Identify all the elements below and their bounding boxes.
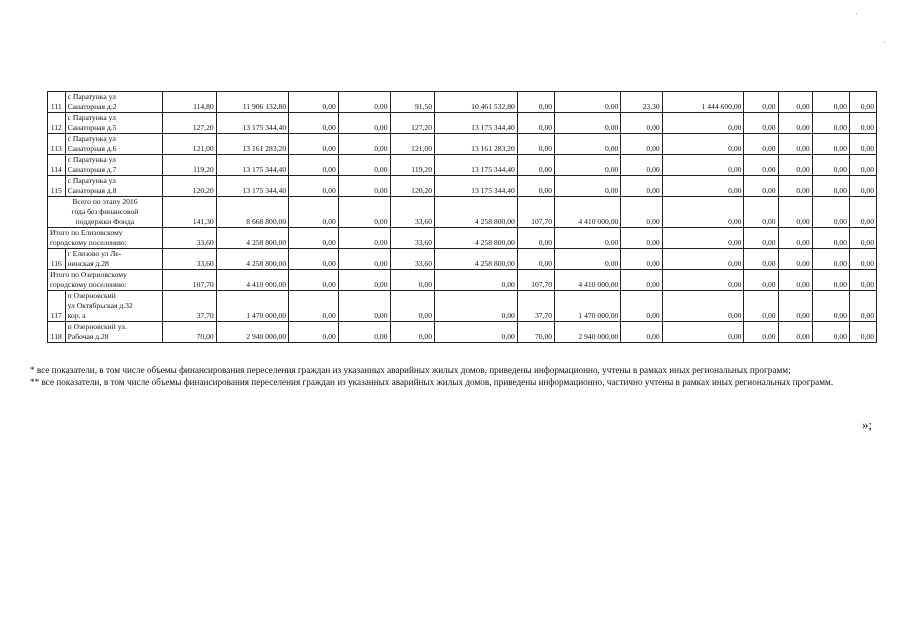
value-cell: 0,00 — [744, 155, 778, 176]
value-cell: 0,00 — [621, 228, 662, 249]
value-cell: 0,00 — [338, 270, 390, 291]
value-cell: 0,00 — [662, 322, 744, 343]
value-cell: 0,00 — [621, 113, 662, 134]
value-cell: 0,00 — [744, 228, 778, 249]
value-cell: 0,00 — [662, 291, 744, 322]
value-cell: 0,00 — [662, 155, 744, 176]
value-cell: 0,00 — [744, 322, 778, 343]
value-cell: 121,00 — [390, 134, 435, 155]
value-cell: 0,00 — [812, 176, 849, 197]
address-line: Рабочая д.28 — [67, 332, 109, 341]
value-cell: 107,70 — [162, 270, 216, 291]
address-cell — [65, 322, 162, 343]
value-cell: 0,00 — [662, 249, 744, 270]
value-cell: 0,00 — [435, 270, 518, 291]
value-cell: 0,00 — [338, 134, 390, 155]
value-cell: 0,00 — [555, 228, 621, 249]
value-cell: 33,60 — [390, 197, 435, 228]
value-cell: 4 258 800,00 — [216, 249, 288, 270]
value-cell: 0,00 — [517, 113, 554, 134]
value-cell: 0,00 — [744, 249, 778, 270]
value-cell: 0,00 — [849, 228, 876, 249]
value-cell: 0,00 — [621, 270, 662, 291]
value-cell: 0,00 — [517, 176, 554, 197]
value-cell: 0,00 — [812, 322, 849, 343]
address-cell — [65, 92, 162, 113]
address-line: кор. а — [67, 311, 86, 320]
value-cell: 1 470 000,00 — [555, 291, 621, 322]
value-cell: 0,00 — [338, 197, 390, 228]
value-cell: 1 470 000,00 — [216, 291, 288, 322]
value-cell: 0,00 — [849, 197, 876, 228]
value-cell: 0,00 — [812, 92, 849, 113]
address-line: п Озерновский — [67, 291, 116, 300]
value-cell: 11 906 132,80 — [216, 92, 288, 113]
row-number: 111 — [48, 92, 66, 113]
value-cell: 70,00 — [162, 322, 216, 343]
value-cell: 0,00 — [338, 92, 390, 113]
address-line: с Паратунка ул — [67, 134, 116, 143]
value-cell: 0,00 — [812, 228, 849, 249]
value-cell: 0,00 — [338, 249, 390, 270]
summary-label — [48, 228, 163, 249]
value-cell: 119,20 — [390, 155, 435, 176]
address-line: Итого по Озерновскому — [50, 270, 127, 279]
address-line: городскому поселению: — [50, 280, 127, 289]
value-cell: 0,00 — [289, 155, 339, 176]
table-row — [48, 197, 877, 228]
value-cell: 127,20 — [390, 113, 435, 134]
table-row — [48, 228, 877, 249]
value-cell: 107,70 — [517, 197, 554, 228]
value-cell: 37,70 — [517, 291, 554, 322]
value-cell: 0,00 — [289, 176, 339, 197]
value-cell: 0,00 — [849, 291, 876, 322]
table-body — [48, 92, 877, 343]
value-cell: 0,00 — [517, 249, 554, 270]
value-cell: 0,00 — [812, 155, 849, 176]
address-line: с Паратунка ул — [67, 113, 116, 122]
value-cell: 0,00 — [338, 322, 390, 343]
value-cell: 0,00 — [662, 113, 744, 134]
table-row — [48, 249, 877, 270]
value-cell: 0,00 — [778, 113, 812, 134]
address-line: Итого по Елизовскому — [50, 228, 123, 237]
value-cell: 13 175 344,40 — [216, 113, 288, 134]
value-cell: 0,00 — [621, 291, 662, 322]
address-line: ул Октябрьская д.32 — [67, 301, 133, 310]
value-cell: 0,00 — [849, 176, 876, 197]
value-cell: 0,00 — [289, 291, 339, 322]
value-cell: 0,00 — [555, 249, 621, 270]
value-cell: 0,00 — [517, 134, 554, 155]
address-line: Санаторная д.8 — [67, 186, 117, 195]
footnote-double-asterisk: ** все показатели, в том числе объемы финансирования переселения граждан из указанных аварийных жилых домов, приведены информационно, частично учтены в рамках иных региональных программ. — [30, 377, 834, 387]
row-number: 112 — [48, 113, 66, 134]
value-cell: 0,00 — [849, 92, 876, 113]
value-cell: 0,00 — [778, 92, 812, 113]
table-row — [48, 113, 877, 134]
value-cell: 0,00 — [812, 249, 849, 270]
address-line: с Паратунка ул — [67, 92, 116, 101]
value-cell: 70,00 — [517, 322, 554, 343]
value-cell: 0,00 — [338, 155, 390, 176]
value-cell: 0,00 — [289, 92, 339, 113]
address-cell — [65, 176, 162, 197]
value-cell: 0,00 — [662, 176, 744, 197]
value-cell: 0,00 — [517, 155, 554, 176]
value-cell: 0,00 — [849, 249, 876, 270]
value-cell: 0,00 — [812, 291, 849, 322]
address-line: г Елизово ул Ле- — [67, 249, 122, 258]
value-cell: 4 258 800,00 — [435, 228, 518, 249]
address-line: Санаторная д.2 — [67, 102, 117, 111]
value-cell: 33,60 — [162, 228, 216, 249]
value-cell: 13 161 283,20 — [216, 134, 288, 155]
value-cell: 1 444 600,00 — [662, 92, 744, 113]
value-cell: 33,60 — [390, 228, 435, 249]
value-cell: 4 410 000,00 — [555, 270, 621, 291]
value-cell: 0,00 — [517, 228, 554, 249]
value-cell: 0,00 — [849, 113, 876, 134]
value-cell: 0,00 — [338, 291, 390, 322]
value-cell: 0,00 — [289, 228, 339, 249]
value-cell: 0,00 — [621, 322, 662, 343]
value-cell: 0,00 — [812, 197, 849, 228]
address-cell — [65, 134, 162, 155]
value-cell: 0,00 — [338, 228, 390, 249]
value-cell: 0,00 — [744, 197, 778, 228]
address-line: Санаторная д.6 — [67, 144, 117, 153]
value-cell: 0,00 — [390, 322, 435, 343]
value-cell: 0,00 — [555, 176, 621, 197]
value-cell: 0,00 — [778, 322, 812, 343]
address-line: поддержки Фонда — [75, 217, 135, 226]
value-cell: 127,20 — [162, 113, 216, 134]
value-cell: 0,00 — [621, 197, 662, 228]
value-cell: 107,70 — [517, 270, 554, 291]
value-cell: 0,00 — [744, 92, 778, 113]
value-cell: 0,00 — [621, 134, 662, 155]
value-cell: 13 161 283,20 — [435, 134, 518, 155]
value-cell: 37,70 — [162, 291, 216, 322]
row-number: 113 — [48, 134, 66, 155]
value-cell: 0,00 — [289, 249, 339, 270]
value-cell: 0,00 — [812, 134, 849, 155]
table-row — [48, 322, 877, 343]
value-cell: 0,00 — [338, 176, 390, 197]
address-line: Санаторная д.5 — [67, 123, 117, 132]
housing-relocation-table — [47, 91, 877, 343]
value-cell: 0,00 — [338, 113, 390, 134]
value-cell: 0,00 — [435, 291, 518, 322]
footnote-single-asterisk: * все показатели, в том числе объемы финансирования переселения граждан из указанных аварийных жилых домов, приведены информационно, учтены в рамках иных региональных программ; — [30, 365, 791, 375]
value-cell: 0,00 — [744, 134, 778, 155]
value-cell: 0,00 — [812, 270, 849, 291]
row-number: 115 — [48, 176, 66, 197]
address-line: п Озерновский ул. — [67, 322, 127, 331]
table-row — [48, 134, 877, 155]
address-cell — [65, 291, 162, 322]
summary-label — [48, 197, 163, 228]
value-cell: 0,00 — [621, 155, 662, 176]
value-cell: 4 410 000,00 — [555, 197, 621, 228]
value-cell: 0,00 — [849, 322, 876, 343]
table-row — [48, 176, 877, 197]
value-cell: 33,60 — [162, 249, 216, 270]
row-number: 117 — [48, 291, 66, 322]
scan-speck — [884, 42, 885, 43]
value-cell: 0,00 — [555, 134, 621, 155]
value-cell: 23,30 — [621, 92, 662, 113]
address-line: Санаторная д.7 — [67, 165, 117, 174]
value-cell: 0,00 — [517, 92, 554, 113]
value-cell: 0,00 — [621, 176, 662, 197]
value-cell: 0,00 — [662, 270, 744, 291]
value-cell: 0,00 — [778, 228, 812, 249]
value-cell: 0,00 — [778, 134, 812, 155]
address-cell — [65, 155, 162, 176]
value-cell: 13 175 344,40 — [216, 176, 288, 197]
value-cell: 0,00 — [778, 291, 812, 322]
value-cell: 0,00 — [812, 113, 849, 134]
value-cell: 0,00 — [778, 249, 812, 270]
value-cell: 0,00 — [849, 155, 876, 176]
value-cell: 0,00 — [555, 113, 621, 134]
address-line: Всего по этапу 2016 — [72, 197, 138, 206]
value-cell: 0,00 — [435, 322, 518, 343]
value-cell: 120,20 — [390, 176, 435, 197]
address-line: с Паратунка ул — [67, 155, 116, 164]
value-cell: 0,00 — [849, 270, 876, 291]
value-cell: 4 258 800,00 — [216, 228, 288, 249]
closing-quote-mark: »; — [862, 417, 873, 432]
summary-label — [48, 270, 163, 291]
value-cell: 0,00 — [289, 134, 339, 155]
row-number: 114 — [48, 155, 66, 176]
row-number: 118 — [48, 322, 66, 343]
value-cell: 2 940 000,00 — [555, 322, 621, 343]
value-cell: 141,30 — [162, 197, 216, 228]
address-line: с Паратунка ул — [67, 176, 116, 185]
value-cell: 0,00 — [390, 270, 435, 291]
value-cell: 2 940 000,00 — [216, 322, 288, 343]
value-cell: 8 668 800,00 — [216, 197, 288, 228]
footnotes — [30, 364, 870, 388]
value-cell: 0,00 — [289, 197, 339, 228]
table-row — [48, 155, 877, 176]
value-cell: 0,00 — [744, 291, 778, 322]
value-cell: 0,00 — [744, 113, 778, 134]
value-cell: 114,80 — [162, 92, 216, 113]
table-row — [48, 92, 877, 113]
value-cell: 91,50 — [390, 92, 435, 113]
value-cell: 0,00 — [662, 134, 744, 155]
address-cell — [65, 249, 162, 270]
value-cell: 13 175 344,40 — [435, 176, 518, 197]
value-cell: 4 258 800,00 — [435, 249, 518, 270]
value-cell: 0,00 — [289, 322, 339, 343]
table-row — [48, 270, 877, 291]
value-cell: 120,20 — [162, 176, 216, 197]
address-line: городскому поселению: — [50, 238, 127, 247]
value-cell: 0,00 — [662, 228, 744, 249]
value-cell: 0,00 — [778, 155, 812, 176]
value-cell: 0,00 — [555, 92, 621, 113]
value-cell: 4 258 800,00 — [435, 197, 518, 228]
value-cell: 0,00 — [289, 113, 339, 134]
value-cell: 0,00 — [778, 270, 812, 291]
value-cell: 0,00 — [744, 270, 778, 291]
value-cell: 0,00 — [289, 270, 339, 291]
address-line: нинская д.28 — [67, 259, 109, 268]
value-cell: 33,60 — [390, 249, 435, 270]
value-cell: 0,00 — [778, 176, 812, 197]
table-row — [48, 291, 877, 322]
scan-speck — [856, 13, 857, 14]
value-cell: 0,00 — [662, 197, 744, 228]
address-line: года без финансовой — [71, 207, 139, 216]
value-cell: 0,00 — [621, 249, 662, 270]
value-cell: 13 175 344,40 — [216, 155, 288, 176]
value-cell: 0,00 — [390, 291, 435, 322]
value-cell: 0,00 — [849, 134, 876, 155]
value-cell: 0,00 — [555, 155, 621, 176]
address-cell — [65, 113, 162, 134]
value-cell: 121,00 — [162, 134, 216, 155]
value-cell: 119,20 — [162, 155, 216, 176]
value-cell: 10 461 532,80 — [435, 92, 518, 113]
value-cell: 0,00 — [744, 176, 778, 197]
value-cell: 0,00 — [778, 197, 812, 228]
row-number: 116 — [48, 249, 66, 270]
value-cell: 13 175 344,40 — [435, 113, 518, 134]
value-cell: 4 410 000,00 — [216, 270, 288, 291]
value-cell: 13 175 344,40 — [435, 155, 518, 176]
